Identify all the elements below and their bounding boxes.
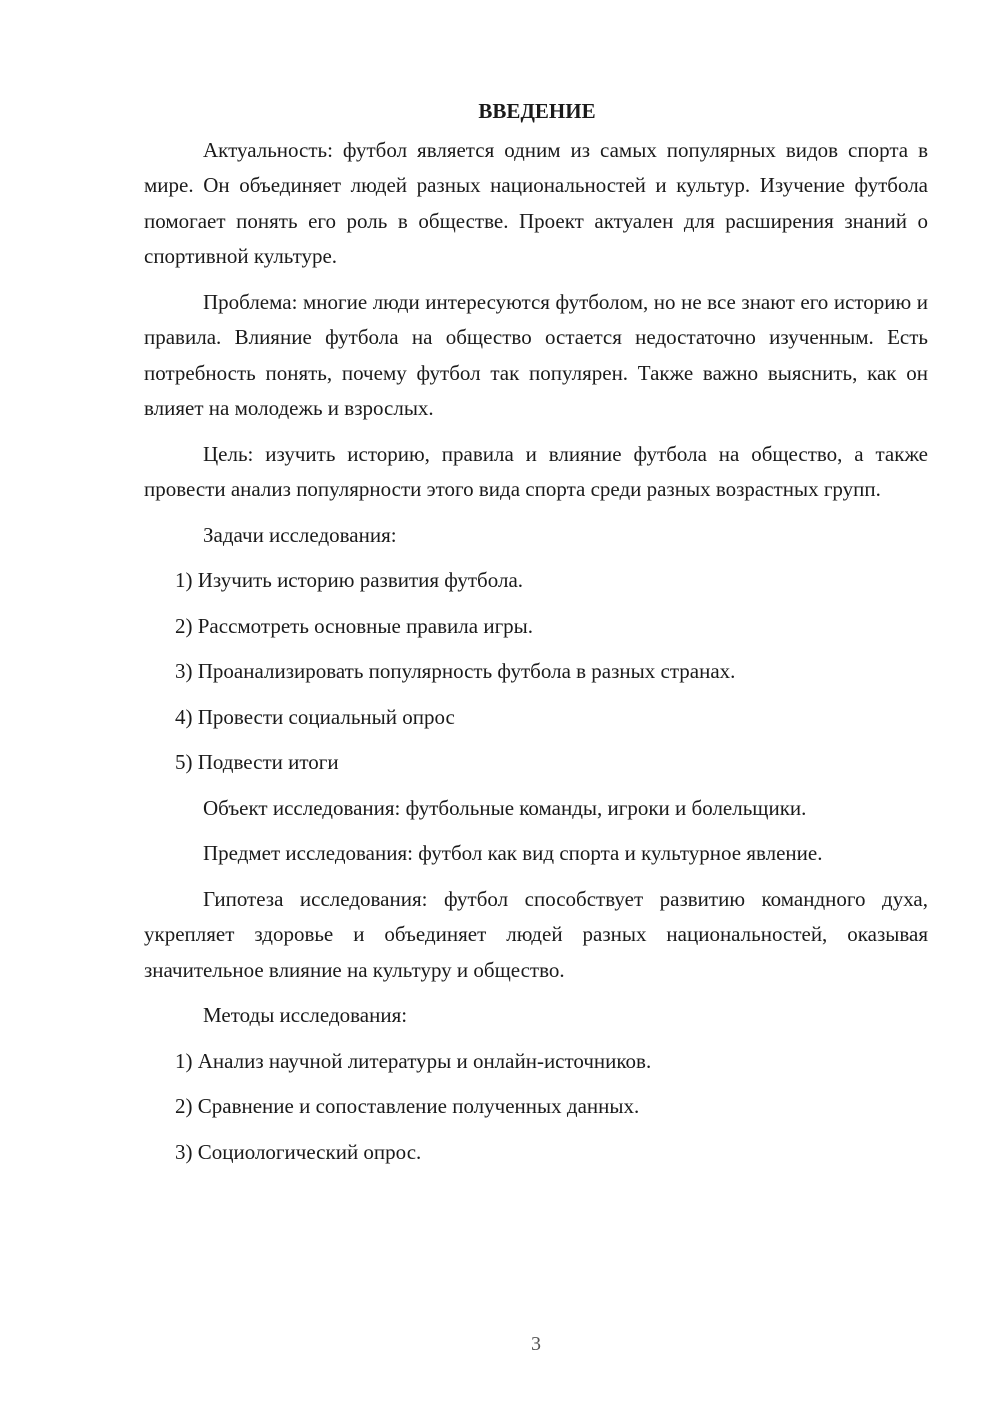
method-item: 3) Социологический опрос. [175,1139,422,1164]
method-item: 1) Анализ научной литературы и онлайн-источников. [175,1048,652,1073]
section-title: ВВЕДЕНИЕ [478,99,596,123]
problem-paragraph: Проблема: многие люди интересуются футболом, но не все знают его историю и правила. Влияние футбола на общество остается недостаточно изученным. Есть потребность понять, почему футбол так популярен. Также важно выяснить, как он влияет на молодежь и взрослых. [144,289,928,420]
methods-heading: Методы исследования: [203,1003,408,1027]
task-item: 1) Изучить историю развития футбола. [175,568,524,592]
document-page [144,94,928,1180]
task-item: 3) Проанализировать популярность футбола в разных странах. [175,659,736,683]
tasks-heading: Задачи исследования: [203,522,397,547]
subject-paragraph: Предмет исследования: футбол как вид спорта и культурное явление. [203,841,823,865]
task-item: 2) Рассмотреть основные правила игры. [175,613,534,638]
goal-paragraph: Цель: изучить историю, правила и влияние футбола на общество, а также провести анализ популярности этого вида спорта среди разных возрастных групп. [144,441,928,501]
hypothesis-paragraph: Гипотеза исследования: футбол способствует развитию командного духа, укрепляет здоровье и объединяет людей разных национальностей, оказывая значительное влияние на культуру и общество. [144,886,928,982]
relevance-paragraph: Актуальность: футбол является одним из самых популярных видов спорта в мире. Он объединяет людей разных национальностей и культур. Изучение футбола помогает понять его роль в обществе. Проект актуален для расширения знаний о спортивной культуре. [144,137,928,268]
task-item: 4) Провести социальный опрос [175,704,455,729]
task-item: 5) Подвести итоги [175,750,339,774]
object-paragraph: Объект исследования: футбольные команды, игроки и болельщики. [203,795,807,820]
page-number: 3 [531,1333,541,1355]
method-item: 2) Сравнение и сопоставление полученных данных. [175,1094,640,1118]
